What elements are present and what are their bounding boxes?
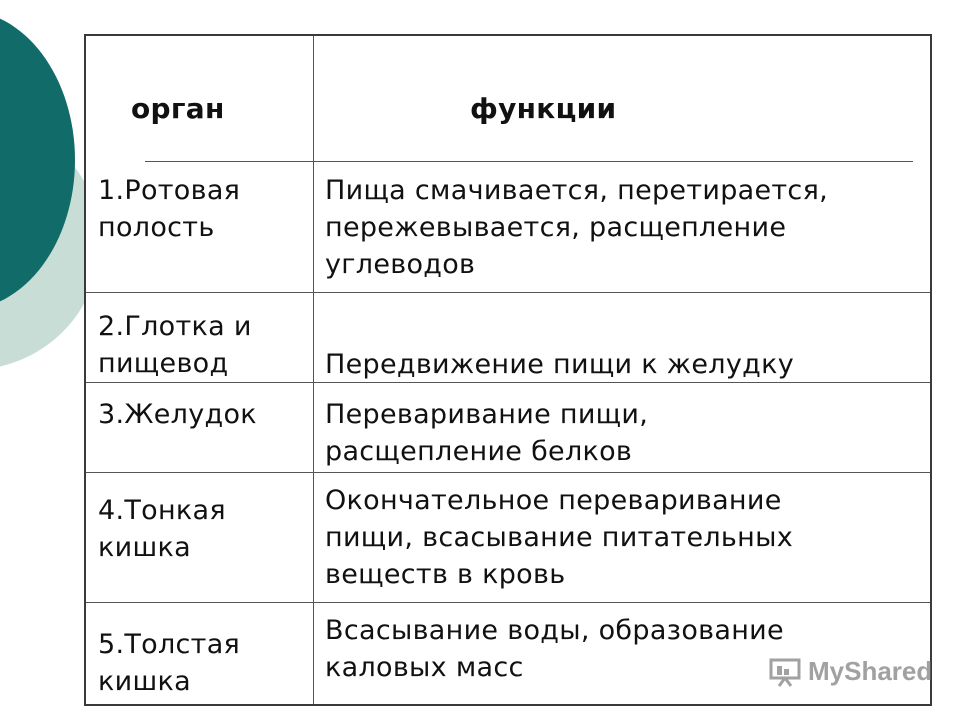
row-divider: [86, 602, 930, 603]
row-4-organ: 4.Тонкая кишка: [98, 495, 226, 563]
header-organ: орган: [131, 92, 225, 125]
header-functions: функции: [470, 92, 617, 125]
watermark: [768, 656, 932, 687]
watermark-text: MyShared: [808, 656, 933, 686]
row-3-organ: 3.Желудок: [98, 399, 257, 430]
header-divider: [145, 161, 913, 162]
column-divider: [313, 36, 314, 704]
row-divider: [86, 292, 930, 293]
presentation-icon: [768, 657, 802, 687]
row-5-organ: 5.Толстая кишка: [98, 629, 241, 697]
row-1-functions: Пища смачивается, перетирается, пережевывается, расщепление углеводов: [325, 175, 828, 280]
row-4-functions: Окончательное переваривание пищи, всасывание питательных веществ в кровь: [325, 485, 793, 590]
row-3-functions: Переваривание пищи, расщепление белков: [325, 399, 649, 467]
row-5-functions: Всасывание воды, образование каловых масс: [325, 615, 784, 683]
row-2-functions: Передвижение пищи к желудку: [325, 349, 794, 380]
row-1-organ: 1.Ротовая полость: [98, 175, 241, 243]
row-2-organ: 2.Глотка и пищевод: [98, 311, 252, 379]
row-divider: [86, 472, 930, 473]
